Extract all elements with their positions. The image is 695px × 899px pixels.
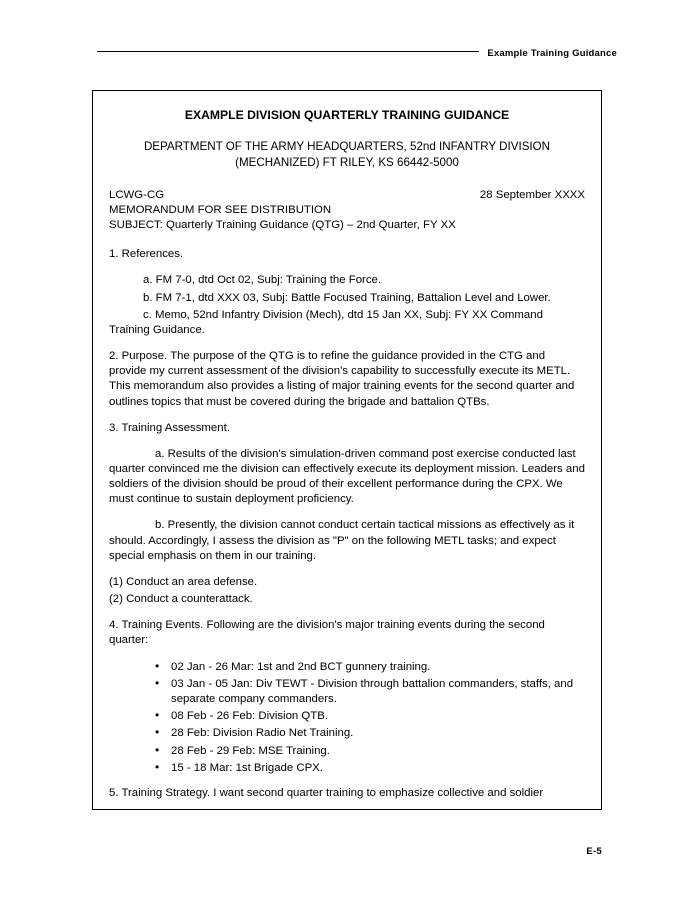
assessment-paragraph-a: a. Results of the division's simulation-driven command post exercise conducted last quarter convinced me the division can effectively execute its deployment mission. Leaders and soldiers of the division should be proud of their excellent performance during the CPX. We must continue to sustain deployment proficiency. bbox=[109, 447, 585, 506]
memo-date: 28 September XXXX bbox=[479, 188, 585, 201]
list-item: • 02 Jan - 26 Mar: 1st and 2nd BCT gunnery training. bbox=[155, 660, 585, 675]
memo-subject-line: SUBJECT: Quarterly Training Guidance (QTG) – 2nd Quarter, FY XX bbox=[109, 219, 456, 232]
memo-for-line: MEMORANDUM FOR SEE DISTRIBUTION bbox=[109, 203, 332, 216]
list-item: • 08 Feb - 26 Feb: Division QTB. bbox=[155, 709, 585, 724]
metl-task-1: (1) Conduct an area defense. bbox=[109, 575, 258, 588]
running-head-label: Example Training Guidance bbox=[487, 48, 617, 59]
training-assessment-heading: 3. Training Assessment. bbox=[109, 421, 230, 434]
training-events-heading: 4. Training Events. Following are the division's major training events during the second quarter: bbox=[109, 619, 545, 647]
memo-heading bbox=[109, 188, 585, 233]
references-heading: 1. References. bbox=[109, 248, 184, 261]
list-item: • 28 Feb: Division Radio Net Training. bbox=[155, 726, 585, 741]
training-events-list bbox=[109, 660, 585, 776]
document-title: EXAMPLE DIVISION QUARTERLY TRAINING GUIDANCE bbox=[184, 108, 510, 122]
header-rule bbox=[97, 51, 479, 52]
reference-item-a: a. FM 7-0, dtd Oct 02, Subj: Training the Force. bbox=[143, 274, 382, 287]
training-strategy-paragraph: 5. Training Strategy. I want second quarter training to emphasize collective and soldier bbox=[109, 786, 544, 799]
organization-line-1: DEPARTMENT OF THE ARMY HEADQUARTERS, 52nd INFANTRY DIVISION bbox=[143, 140, 551, 154]
list-item: • 03 Jan - 05 Jan: Div TEWT - Division through battalion commanders, staffs, and separate company commanders. bbox=[155, 677, 585, 707]
organization-line-2: (MECHANIZED) FT RILEY, KS 66442-5000 bbox=[235, 155, 459, 169]
office-symbol-date-line bbox=[109, 188, 585, 203]
running-head bbox=[97, 48, 617, 59]
metl-task-2: (2) Conduct a counterattack. bbox=[109, 593, 253, 606]
memorandum-body bbox=[92, 90, 602, 810]
purpose-paragraph: 2. Purpose. The purpose of the QTG is to refine the guidance provided in the CTG and provide my current assessment of the division's capability to successfully execute its METL. This memorandum also provides a listing of major training events for the second quarter and outlines topics that must be covered during the brigade and battalion QTBs. bbox=[109, 350, 575, 408]
list-item: • 15 - 18 Mar: 1st Brigade CPX. bbox=[155, 761, 585, 776]
office-symbol: LCWG-CG bbox=[109, 188, 165, 201]
reference-item-b: b. FM 7-1, dtd XXX 03, Subj: Battle Focused Training, Battalion Level and Lower. bbox=[143, 291, 551, 304]
page-number: E-5 bbox=[586, 846, 602, 857]
assessment-paragraph-b: b. Presently, the division cannot conduct certain tactical missions as effectively as it should. Accordingly, I assess the division as "P" on the following METL tasks; and expect special emphasis on them in our training. bbox=[109, 519, 575, 562]
list-item: • 28 Feb - 29 Feb: MSE Training. bbox=[155, 744, 585, 759]
organization-block bbox=[109, 139, 585, 170]
reference-item-c: c. Memo, 52nd Infantry Division (Mech), dtd 15 Jan XX, Subj: FY XX Command Training Guidance. bbox=[109, 308, 543, 336]
